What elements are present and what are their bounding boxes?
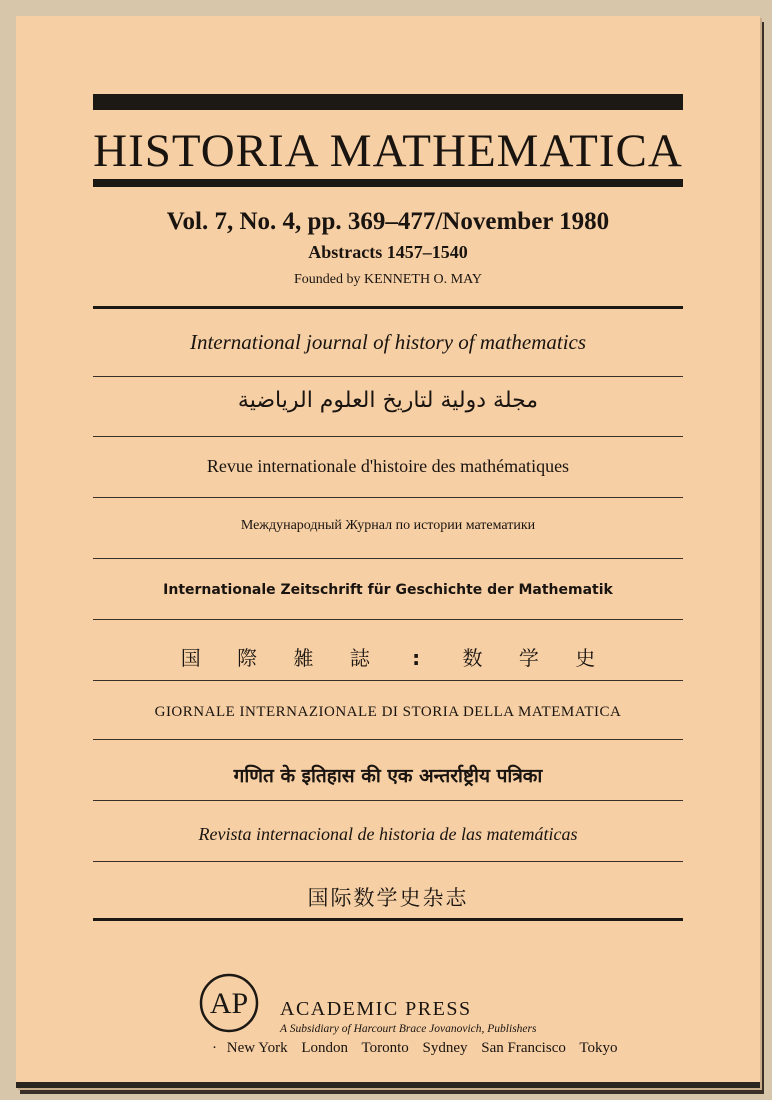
- publisher-name: ACADEMIC PRESS: [280, 998, 472, 1020]
- subtitle-chinese: [16, 642, 760, 671]
- subtitle-german: Internationale Zeitschrift für Geschichte der Mathematik: [163, 582, 613, 598]
- subtitle-spanish: Revista internacional de historia de las matemáticas: [198, 824, 578, 844]
- divider: [93, 619, 683, 620]
- abstracts-line: Abstracts 1457–1540: [308, 242, 468, 262]
- chinese-char: 国: [180, 646, 201, 670]
- city: San Francisco: [481, 1040, 566, 1056]
- divider: [93, 800, 683, 801]
- chinese-char: 誌: [349, 646, 370, 670]
- divider: [93, 918, 683, 921]
- academic-press-logo-icon: [198, 972, 260, 1034]
- divider: [93, 739, 683, 740]
- subtitle-italian: GIORNALE INTERNAZIONALE DI STORIA DELLA MATEMATICA: [154, 704, 622, 720]
- subtitle-arabic: مجلة دولية لتاريخ العلوم الرياضية: [237, 388, 539, 413]
- journal-title: HISTORIA MATHEMATICA: [93, 125, 683, 177]
- city: Tokyo: [579, 1040, 618, 1056]
- subtitle-japanese: 国际数学史杂志: [307, 886, 469, 910]
- city: London: [301, 1040, 349, 1056]
- city: Toronto: [361, 1040, 409, 1056]
- divider: [93, 376, 683, 377]
- chinese-char: 史: [575, 646, 596, 670]
- city-bullet: ·: [212, 1040, 217, 1056]
- top-thick-bar: [93, 94, 683, 110]
- subtitle-french: Revue internationale d'histoire des mathématiques: [206, 456, 570, 476]
- divider: [93, 558, 683, 559]
- publisher-subsidiary: A Subsidiary of Harcourt Brace Jovanovich, Publishers: [280, 1023, 537, 1035]
- publisher-cities: [212, 1040, 627, 1057]
- chinese-colon: :: [412, 646, 421, 670]
- subtitle-hindi: गणित के इतिहास की एक अन्तर्राष्ट्रीय पत्रिका: [233, 765, 543, 787]
- subtitle-russian: Международный Журнал по истории математики: [240, 518, 536, 533]
- chinese-char: 学: [518, 646, 539, 670]
- chinese-char: 数: [462, 646, 483, 670]
- city: New York: [226, 1040, 288, 1056]
- divider: [93, 497, 683, 498]
- subtitle-english: International journal of history of mathematics: [189, 330, 587, 354]
- founded-line: Founded by KENNETH O. MAY: [293, 272, 483, 287]
- divider: [93, 436, 683, 437]
- divider: [93, 306, 683, 309]
- title-underline-bar: [93, 179, 683, 187]
- chinese-char: 雑: [293, 646, 314, 670]
- city: Sydney: [422, 1040, 468, 1056]
- logo-text: AP: [209, 987, 249, 1020]
- divider: [93, 861, 683, 862]
- journal-cover: [16, 16, 760, 1088]
- divider: [93, 680, 683, 681]
- chinese-char: 際: [237, 646, 258, 670]
- volume-line: Vol. 7, No. 4, pp. 369–477/November 1980: [166, 208, 610, 235]
